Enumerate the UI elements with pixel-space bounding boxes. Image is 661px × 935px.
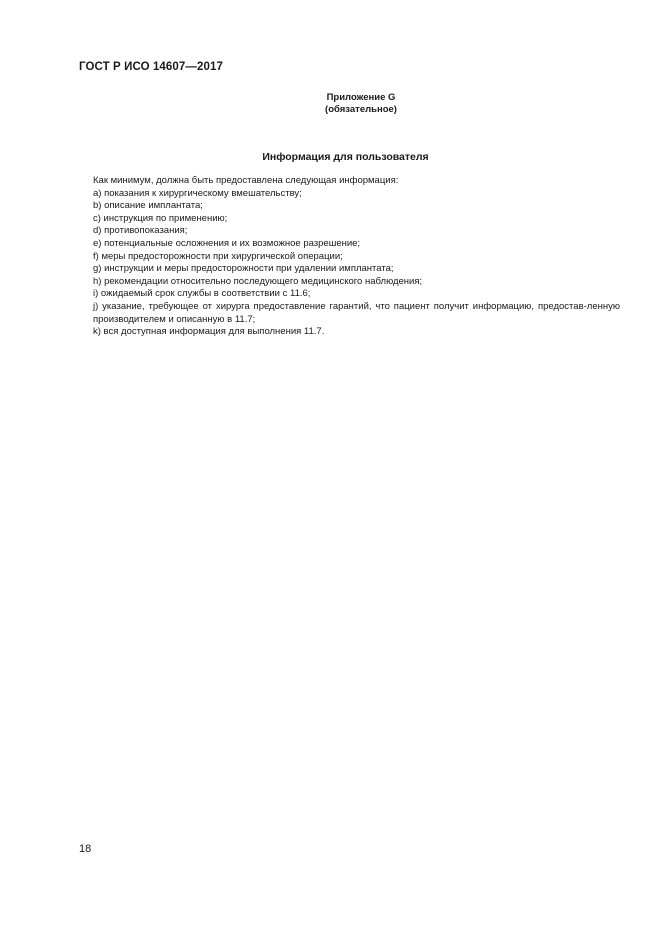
list-item: f) меры предосторожности при хирургической операции; xyxy=(93,250,343,262)
list-item: i) ожидаемый срок службы в соответствии с 11.6; xyxy=(93,288,311,300)
document-code: ГОСТ Р ИСО 14607—2017 xyxy=(79,61,224,73)
page-number: 18 xyxy=(79,843,92,855)
list-item: g) инструкции и меры предосторожности при удалении имплантата; xyxy=(93,263,394,275)
list-item: c) инструкция по применению; xyxy=(93,212,228,224)
annex-title: Приложение G xyxy=(326,92,396,103)
list-item: d) противопоказания; xyxy=(93,225,188,237)
body-text xyxy=(79,175,620,339)
annex-status: (обязательное) xyxy=(325,104,397,115)
section-title: Информация для пользователя xyxy=(262,151,429,163)
list-item: b) описание имплантата; xyxy=(93,200,203,212)
list-item: a) показания к хирургическому вмешательству; xyxy=(93,187,302,199)
list-item: e) потенциальные осложнения и их возможное разрешение; xyxy=(93,237,361,249)
list-item: k) вся доступная информация для выполнения 11.7. xyxy=(93,326,325,338)
intro-paragraph: Как минимум, должна быть предоставлена следующая информация: xyxy=(93,175,399,186)
list-item: h) рекомендации относительно последующего медицинского наблюдения; xyxy=(93,275,423,287)
list-item: j) указание, требующее от хирурга предоставление гарантий, что пациент получит информацию, предостав-ленную производителем и описанную в 11.7; xyxy=(93,300,620,325)
